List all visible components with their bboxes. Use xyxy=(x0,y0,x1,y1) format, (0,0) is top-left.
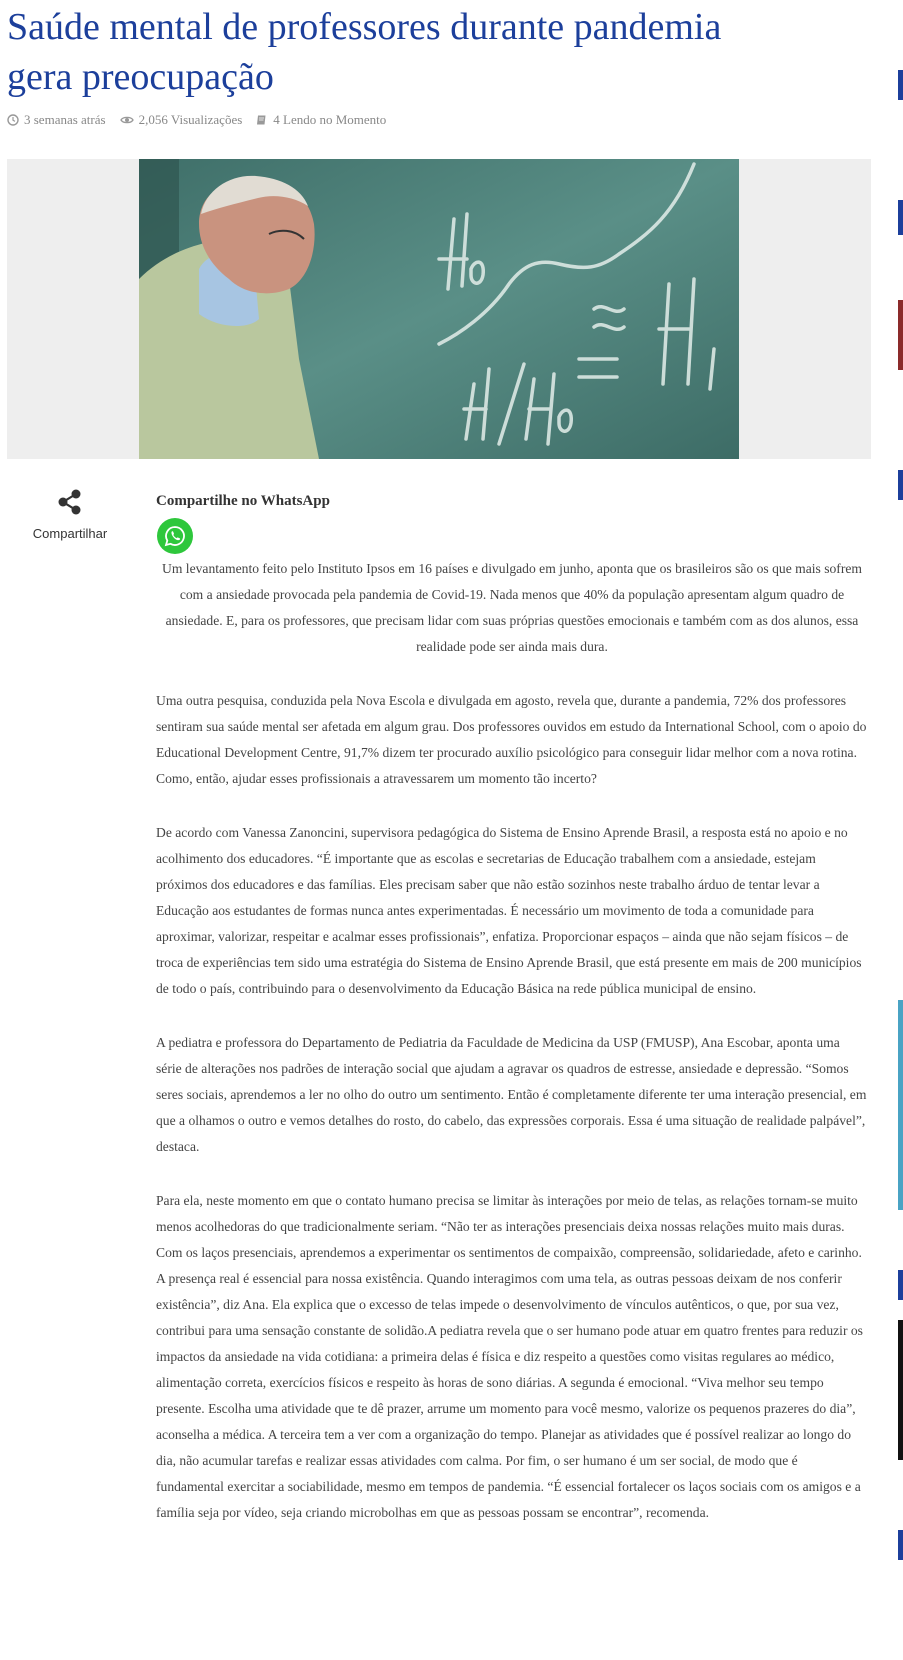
book-icon xyxy=(256,114,268,126)
sidebar-edge-accent xyxy=(898,470,903,500)
sidebar-edge-image xyxy=(898,300,903,370)
meta-time xyxy=(7,112,106,128)
share-label[interactable]: Compartilhar xyxy=(32,526,108,541)
sidebar-edge-image xyxy=(898,1320,903,1460)
whatsapp-share-button[interactable] xyxy=(157,518,193,554)
whatsapp-icon xyxy=(164,525,186,547)
meta-views-text: 2,056 Visualizações xyxy=(138,112,243,127)
teacher-at-chalkboard-image xyxy=(139,159,739,459)
meta-views xyxy=(120,112,243,128)
hero-image xyxy=(139,159,739,459)
clock-icon xyxy=(7,114,19,126)
sidebar-edge-accent xyxy=(898,1530,903,1560)
share-column[interactable] xyxy=(20,488,120,541)
article-paragraph: A pediatra e professora do Departamento de Pediatria da Faculdade de Medicina da USP (FMUSP), Ana Escobar, aponta uma série de alterações nos padrões de interação social que ajudam a agravar os quadros de estresse, ansiedade e depressão. “Somos seres sociais, aprendemos a ler no olho do outro um sentimento. Então é completamente diferente ter uma interação presencial, em que a olhamos o outro e vemos detalhes do rosto, do cabelo, das expressões corporais. Essa é uma situação de realidade palpável”, destaca. xyxy=(156,1035,867,1154)
meta-time-text: 3 semanas atrás xyxy=(24,112,106,127)
eye-icon xyxy=(120,114,134,126)
sidebar-edge-accent xyxy=(898,70,903,100)
article-paragraph: Um levantamento feito pelo Instituto Ipsos em 16 países e divulgado em junho, aponta que os brasileiros são os que mais sofrem com a ansiedade provocada pela pandemia de Covid-19. Nada menos que 40% da população apresentam algum quadro de ansiedade. E, para os professores, que precisam lidar com suas próprias questões emocionais e também com as dos alunos, essa realidade pode ser ainda mais dura. xyxy=(162,561,862,654)
meta-reading xyxy=(256,112,386,128)
sidebar-edge-accent xyxy=(898,1270,903,1300)
meta-reading-text: 4 Lendo no Momento xyxy=(273,112,387,127)
article-paragraph: De acordo com Vanessa Zanoncini, supervisora pedagógica do Sistema de Ensino Aprende Brasil, a resposta está no apoio e no acolhimento dos educadores. “É importante que as escolas e secretarias de Educação trabalhem com a ansiedade, estejam próximos dos educadores e das famílias. Eles precisam saber que não estão sozinhos neste trabalho árduo de tentar levar a Educação aos estudantes de formas nunca antes experimentadas. É necessário um movimento de toda a comunidade para aproximar, valorizar, respeitar e acalmar esses profissionais”, enfatiza. Proporcionar espaços – ainda que não sejam físicos – de troca de experiências tem sido uma estratégia do Sistema de Ensino Aprende Brasil, que está presente em mais de 200 municípios de todo o país, contribuindo para o desenvolvimento da Educação Básica na rede pública municipal de ensino. xyxy=(156,825,862,996)
article-paragraph: Uma outra pesquisa, conduzida pela Nova Escola e divulgada em agosto, revela que, durante a pandemia, 72% dos professores sentiram sua saúde mental ser afetada em algum grau. Dos professores ouvidos em estudo da International School, com o apoio do Educational Development Centre, 91,7% dizem ter procurado auxílio psicológico para conseguir lidar melhor com a nova rotina. Como, então, ajudar esses profissionais a atravessarem um momento tão incerto? xyxy=(156,693,867,786)
share-icon[interactable] xyxy=(56,488,84,516)
article-meta xyxy=(7,112,386,128)
sidebar-edge-image xyxy=(898,1000,903,1210)
article-paragraph: Para ela, neste momento em que o contato humano precisa se limitar às interações por meio de telas, as relações tornam-se muito menos acolhedoras do que tradicionalmente seriam. “Não ter as interações presenciais deixa nossas relações muito mais duras. Com os laços presenciais, aprendemos a experimentar os sentimentos de compaixão, compreensão, solidariedade, afeto e carinho. A presença real é essencial para nossa existência. Quando interagimos com uma tela, as outras pessoas deixam de nos conferir existência”, diz Ana. Ela explica que o excesso de telas impede o desenvolvimento de vínculos autênticos, o que, por sua vez, contribui para uma sensação constante de solidão.A pediatra revela que o ser humano pode atuar em quatro frentes para reduzir os impactos da ansiedade na vida cotidiana: a primeira delas é física e diz respeito a questões como visitas regulares ao médico, alimentação correta, exercícios físicos e respeito às horas de sono diárias. A segunda é emocional. “Viva melhor seu tempo presente. Escolha uma atividade que te dê prazer, arrume um momento para você mesmo, valorize os pequenos prazeres do dia”, aconselha a médica. A terceira tem a ver com a organização do tempo. Planejar as atividades que é possível realizar ao longo do dia, não acumular tarefas e realizar essas atividades com calma. Por fim, o ser humano é um ser social, de modo que é fundamental exercitar a sociabilidade, mesmo em tempos de pandemia. “É essencial fortalecer os laços sociais com os amigos e a família seja por vídeo, seja criando microbolhas em que as pessoas possam se encontrar”, recomenda. xyxy=(156,1193,863,1520)
article-body xyxy=(156,556,868,1554)
article-title: Saúde mental de professores durante pandemia gera preocupação xyxy=(7,6,722,98)
whatsapp-share-title: Compartilhe no WhatsApp xyxy=(156,493,330,509)
sidebar-edge-accent xyxy=(898,200,903,235)
